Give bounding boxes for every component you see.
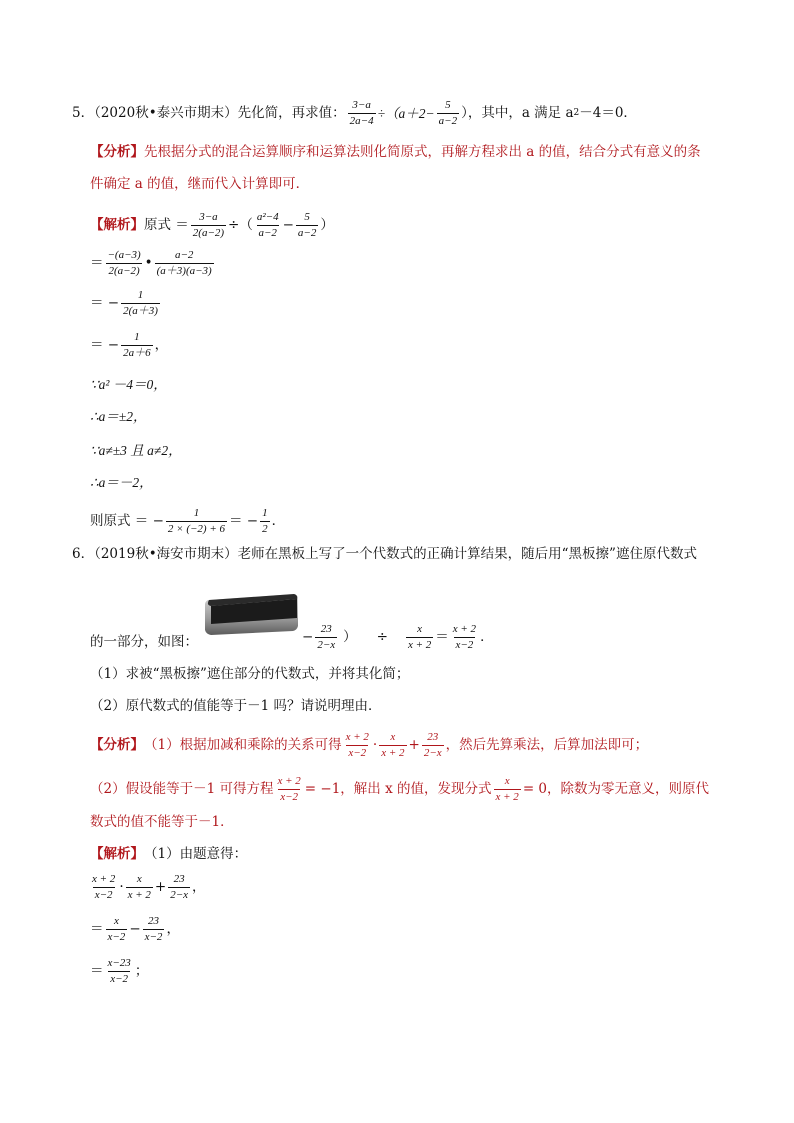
sol-text: 则原式 ＝ − [90,512,164,529]
q5-solution-line-7 [90,444,182,458]
fraction [168,874,190,901]
q5-solution-line-5 [90,378,167,392]
frac-num: x [390,731,396,743]
sol-end: ， [192,878,206,895]
frac-den: x + 2 [495,791,519,803]
frac-den: x + 2 [127,889,151,901]
q6-solution-line-1 [88,874,206,901]
fraction [296,212,318,239]
sol-op: • [144,254,153,271]
q6-subquestion-1 [90,668,409,682]
sol-eq: ＝ [90,920,104,937]
fraction [191,212,226,239]
fraction [90,874,117,901]
eq-op: ） [343,628,357,645]
q5-solution-line-4 [90,332,168,359]
q5-solution-line-9 [90,508,285,535]
analysis-tag: 【分析】 [90,736,144,753]
sol-eq: ＝ − [90,336,120,353]
q6-solution-line-2 [90,916,180,943]
eq-op: − [302,628,314,645]
q6-solution-line-3 [90,958,148,985]
frac-den: 2a＋6 [123,347,151,359]
frac-num: 5 [445,99,451,111]
fraction [379,732,406,759]
frac-num: −(a−3) [107,249,141,261]
frac-num: x [417,623,423,635]
q6-solution-head [90,848,247,862]
an-text: = 0，除数为零无意义，则原代 [522,780,710,797]
fraction [106,916,128,943]
sol-op: ÷（ [228,216,253,233]
fraction [494,776,521,803]
sub-text: （2）原代数式的值能等于－1 吗？请说明理由． [90,698,382,714]
sol-text: ∴a＝±2， [90,409,147,424]
sol-text: ∵a² －4＝0， [90,377,167,392]
q6-header-line [72,548,697,562]
frac-den: 2(a−2) [108,265,140,277]
q5-analysis-line-2 [90,178,309,192]
sol-eq: ＝ [90,962,104,979]
q5-fraction-2 [437,100,459,127]
q5-solution-line-3 [90,290,162,317]
frac-num: 1 [137,289,144,301]
solution-tag: 【解析】 [90,216,144,233]
frac-den: x + 2 [381,747,405,759]
fraction [143,916,165,943]
frac-num: 1 [193,507,200,519]
sol-eq: ＝ [90,254,104,271]
q5-fraction-1 [348,100,376,127]
sol-op: − [129,920,141,937]
q6-equation [302,624,494,651]
q5-header: 5．（2020秋•泰兴市期末）先化简，再求值： [72,104,346,121]
frac-den: 2 [262,523,268,535]
eq-op: ÷ [376,628,388,645]
q5-expr-tail: －4＝0． [579,104,637,121]
q5-analysis-line-1 [90,146,701,160]
sol-end: ； [134,962,149,979]
fraction [422,732,444,759]
q5-solution-line-8 [90,476,153,490]
sol-end: ． [271,512,286,529]
sol-eq: ＝ − [90,294,120,311]
q6-subquestion-2 [90,700,381,714]
frac-num: 1 [134,331,140,343]
frac-den: x−2 [455,639,474,651]
q5-expr-end: ），其中，a 满足 a [461,104,574,121]
fraction [155,250,214,277]
fraction [260,508,270,535]
eq-op: ＝ [435,628,449,645]
an-text: = −1，解出 x 的值，发现分式 [304,780,492,797]
an-text: （2）假设能等于－1 可得方程 [90,780,274,797]
frac-num: x + 2 [452,623,477,635]
frac-den: 2 × (−2) + 6 [167,523,226,535]
q5-header-line [72,100,637,127]
frac-den: x−2 [144,931,163,943]
sol-end: ， [166,920,180,937]
q6-analysis-line-1 [90,732,648,759]
q6-analysis-line-2 [90,776,709,803]
sub-text: （1）求被“黑板擦”遮住部分的代数式，并将其化简； [90,666,410,682]
sol-eq: ＝ − [229,512,259,529]
frac-num: x + 2 [277,775,301,787]
frac-num: x [504,775,510,787]
sol-op: + [154,878,167,895]
fraction [315,624,337,651]
fraction [451,624,478,651]
fraction [121,290,160,317]
frac-den: x−2 [348,747,367,759]
sol-text: 原式 ＝ [144,216,189,233]
frac-num: 3−a [352,99,371,111]
frac-den: x−2 [110,973,129,985]
fraction [255,212,281,239]
an-text: 数式的值不能等于－1． [90,814,234,830]
frac-num: 23 [148,915,160,927]
q5-analysis-text-2: 件确定 a 的值，继而代入计算即可． [90,176,310,192]
frac-num: x + 2 [92,873,116,885]
fraction [106,958,133,985]
q6-line-2 [90,636,198,650]
frac-num: 23 [173,873,185,885]
frac-num: 1 [262,507,268,519]
blackboard-eraser-icon [203,590,300,636]
q5-analysis-text-1: 先根据分式的混合运算顺序和运算法则化简原式，再解方程求出 a 的值，结合分式有意义的条 [144,144,701,160]
frac-num: x [136,873,142,885]
solution-tag: 【解析】 [90,846,144,862]
frac-den: x−2 [107,931,126,943]
q6-line2-text: 的一部分，如图： [90,634,198,650]
sol-op: · [119,878,124,895]
frac-num: x−23 [107,957,131,969]
frac-num: 3−a [199,211,218,223]
fraction [166,508,227,535]
frac-den: 2(a−2) [192,227,225,239]
frac-den: 2−x [317,639,336,651]
sol-head: （1）由题意得： [144,846,248,862]
fraction [126,874,153,901]
q5-solution-line-6 [90,410,147,424]
an-text: （1）根据加减和乘除的关系可得 [144,736,342,753]
sol-end: ， [154,336,169,353]
frac-den: a−2 [438,115,458,127]
frac-num: x [113,915,119,927]
fraction [121,332,153,359]
frac-num: a²−4 [256,211,279,223]
frac-den: x−2 [280,791,299,803]
frac-den: a−2 [258,227,277,239]
an-op: + [408,736,420,753]
frac-num: x + 2 [345,731,369,743]
frac-den: (a＋3)(a−3) [156,265,212,277]
q6-analysis-line-3 [90,816,234,830]
fraction [344,732,371,759]
q5-expr-sup: 2 [573,108,580,118]
sol-text: ∵a≠±3 且 a≠2， [90,443,182,458]
sol-op: ） [320,216,334,233]
frac-den: x−2 [94,889,113,901]
frac-num: 23 [427,731,439,743]
analysis-tag: 【分析】 [90,144,144,160]
frac-den: 2a−4 [349,115,374,127]
frac-den: 2(a＋3) [123,305,158,317]
sol-text: ∴a＝－2， [90,475,153,490]
frac-den: a−2 [297,227,317,239]
q5-expr-mid: ÷（a＋2− [377,105,435,121]
frac-num: 5 [304,211,310,223]
sol-op: − [282,216,294,233]
q6-header: 6．（2019秋•海安市期末）老师在黑板上写了一个代数式的正确计算结果，随后用“黑板擦”遮住原代数式 [72,546,697,562]
q5-solution-line-2 [90,250,216,277]
fraction [406,624,433,651]
frac-num: a−2 [174,249,194,261]
eq-end: ． [480,628,494,645]
an-text: ，然后先算乘法，后算加法即可； [445,736,649,753]
frac-num: 23 [320,623,332,635]
fraction [106,250,143,277]
fraction [275,776,302,803]
q5-solution-line-1 [90,212,334,239]
an-op: · [372,736,378,753]
frac-den: 2−x [423,747,442,759]
frac-den: x + 2 [407,639,432,651]
frac-den: 2−x [170,889,189,901]
